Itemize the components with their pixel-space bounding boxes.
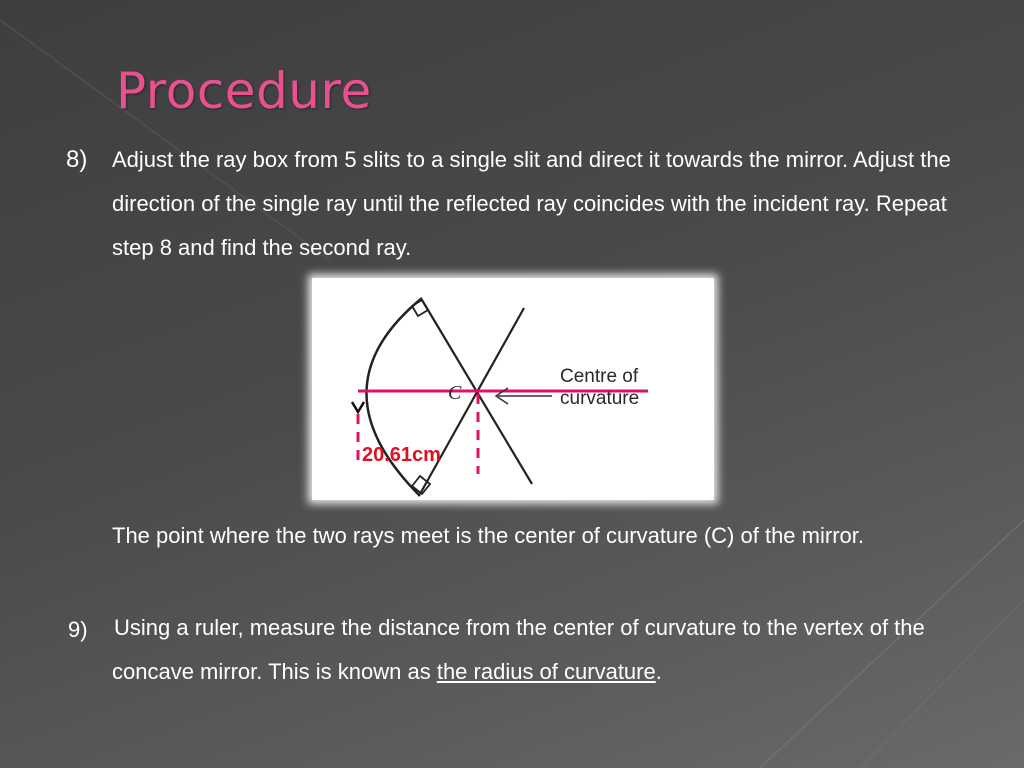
- center-of-curvature-note: The point where the two rays meet is the center of curvature (C) of the mirror.: [112, 523, 864, 548]
- centre-of-curvature-label: [560, 366, 639, 410]
- slide-title: Procedure: [116, 62, 372, 120]
- step-9-text: [112, 606, 972, 694]
- centre-label-line-2: curvature: [560, 388, 640, 409]
- measurement-label: 20.61cm: [362, 444, 441, 466]
- point-c-label: C: [448, 382, 462, 404]
- radius-of-curvature-term: the radius of curvature: [436, 659, 656, 684]
- step-8-text: Adjust the ray box from 5 slits to a single slit and direct it towards the mirror. Adjust the direction of the single ray until the reflected ray coincides with the incident ray. Repeat step 8 and find the second ray.: [112, 147, 951, 260]
- step-9-text-end: .: [655, 659, 662, 684]
- centre-label-line-1: Centre of: [560, 366, 639, 387]
- step-8-number: 8): [66, 146, 88, 173]
- step-9-text-body: Using a ruler, measure the distance from the center of curvature to the vertex of the concave mirror. This is known as: [112, 615, 925, 684]
- vertex-marker-icon: [352, 402, 364, 412]
- mirror-diagram: [312, 278, 714, 500]
- step-9-number: 9): [68, 617, 88, 642]
